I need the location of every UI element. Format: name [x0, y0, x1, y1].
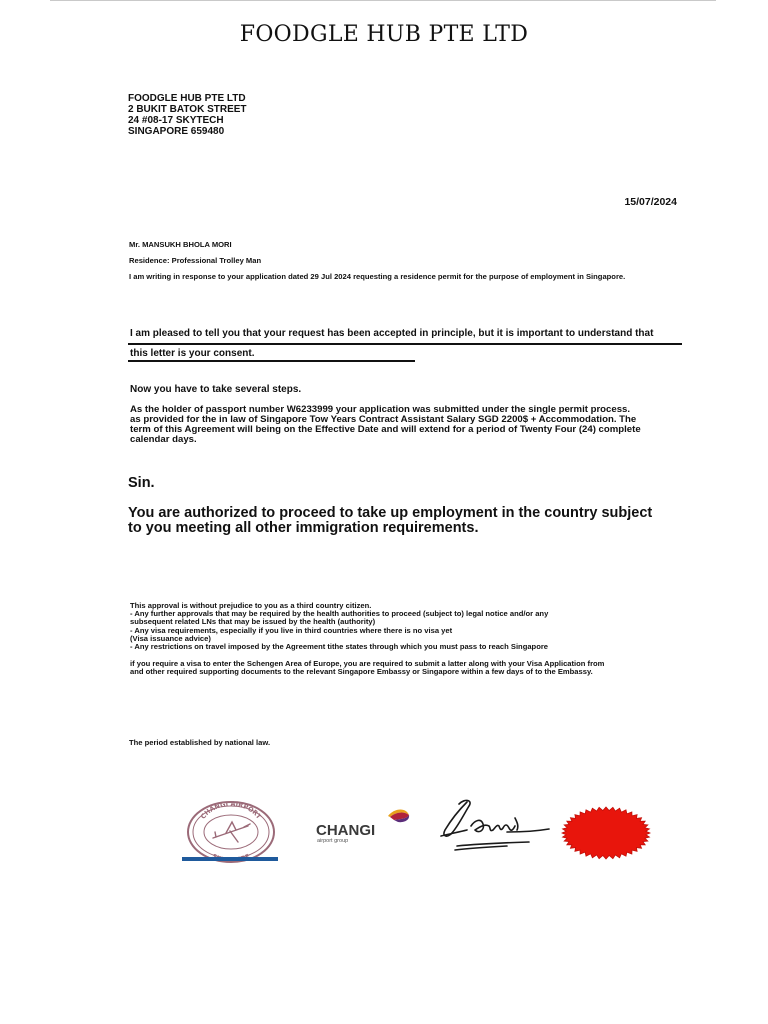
- company-title: FOODGLE HUB PTE LTD: [239, 22, 529, 47]
- accepted-line-2: this letter is your consent.: [130, 348, 255, 359]
- paragraph-line: This approval is without prejudice to you as a third country citizen.: [130, 601, 372, 610]
- paragraph-line: subsequent related LNs that may be issued by the health (authority): [130, 617, 376, 627]
- accepted-line-1: I am pleased to tell you that your request has been accepted in principle, but it is important to understand that: [130, 328, 654, 339]
- authorized-paragraph: [128, 506, 652, 536]
- visa-paragraph: [130, 660, 604, 676]
- letter-date: 15/07/2024: [624, 196, 677, 208]
- address-line: SINGAPORE 659480: [128, 126, 225, 137]
- changi-logo: [314, 806, 414, 846]
- paragraph-line: As the holder of passport number W6233999 your application was submitted under the single permit process.: [130, 404, 631, 415]
- stamp-top-text: CHANGI AIRPORT: [199, 800, 263, 821]
- changi-swoosh-icon: [388, 809, 409, 822]
- recipient-name: Mr. MANSUKH BHOLA MORI: [129, 240, 232, 249]
- paragraph-line: if you require a visa to enter the Schengen Area of Europe, you are required to submit a latter along with your Visa Application from: [130, 659, 605, 668]
- recipient-residence: Residence: Professional Trolley Man: [129, 256, 262, 265]
- stamp-underline: [182, 857, 278, 861]
- changi-wordmark: CHANGI: [316, 822, 376, 839]
- intro-text: I am writing in response to your application dated 29 Jul 2024 requesting a residence permit for the purpose of employment in Singapore.: [129, 272, 626, 281]
- passport-paragraph: [130, 405, 641, 445]
- conditions-paragraph: [130, 602, 548, 651]
- paragraph-line: calendar days.: [130, 434, 197, 445]
- paragraph-line: to you meeting all other immigration requirements.: [128, 520, 479, 536]
- underline: [128, 360, 415, 362]
- paragraph-line: You are authorized to proceed to take up employment in the country subject: [128, 505, 653, 521]
- address-line: 24 #08-17 SKYTECH: [128, 115, 224, 126]
- changi-subtitle: airport group: [317, 838, 349, 844]
- paragraph-line: - Any restrictions on travel imposed by the Agreement tithe states through which you must pass to reach Singapore: [130, 642, 549, 652]
- paragraph-line: (Visa issuance advice): [130, 633, 211, 643]
- airport-stamp: [186, 800, 276, 864]
- red-seal-icon: [561, 806, 651, 860]
- paragraph-line: as provided for the in law of Singapore Tow Years Contract Assistant Salary SGD 2200$ + Accommodation. The: [130, 414, 637, 425]
- address-line: FOODGLE HUB PTE LTD: [128, 93, 246, 104]
- period-text: The period established by national law.: [129, 738, 271, 747]
- sin-heading: Sin.: [128, 475, 155, 491]
- paragraph-line: term of this Agreement will being on the Effective Date and will extend for a period of Twenty Four (24) complete: [130, 424, 641, 435]
- paragraph-line: and other required supporting documents to the relevant Singapore Embassy or Singapore within a few days of to the Embassy.: [130, 667, 593, 677]
- steps-text: Now you have to take several steps.: [130, 384, 302, 395]
- top-rule: [50, 0, 716, 1]
- underline: [128, 343, 682, 345]
- address-line: 2 BUKIT BATOK STREET: [128, 104, 247, 115]
- airplane-icon: [213, 822, 250, 842]
- paragraph-line: - Any visa requirements, especially if you live in third countries where there is no visa yet: [130, 625, 453, 635]
- company-address: [128, 93, 247, 137]
- paragraph-line: - Any further approvals that may be required by the health authorities to proceed (subject to) legal notice and/or any: [130, 609, 549, 619]
- signature: [437, 796, 553, 858]
